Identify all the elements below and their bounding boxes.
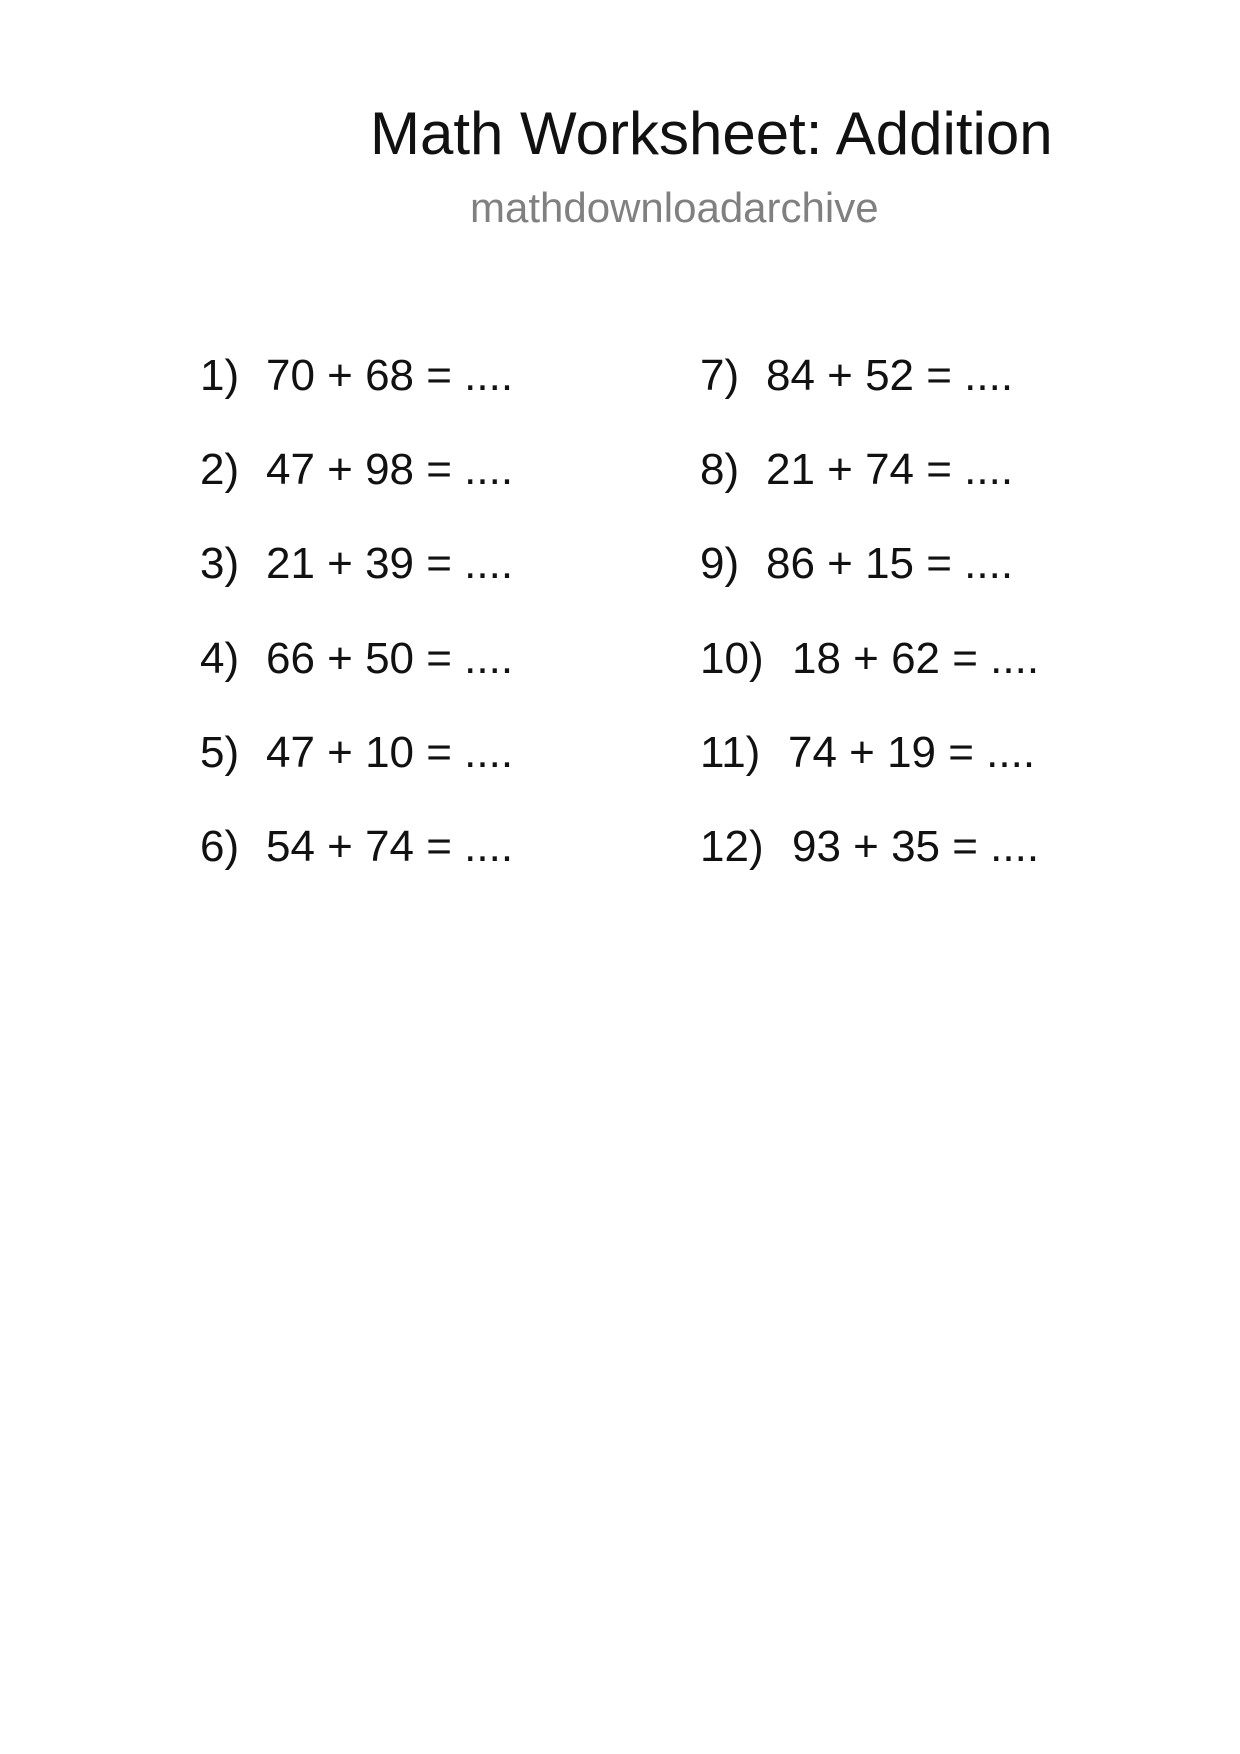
problem-11: [700, 727, 1035, 779]
problem-expression: 74 + 19 = ....: [788, 728, 1036, 777]
problem-12: [700, 821, 1039, 873]
problem-number: 1): [200, 351, 240, 400]
problem-number: 10): [700, 634, 764, 683]
problem-2: [200, 444, 513, 496]
problem-4: [200, 633, 513, 685]
problem-number: 5): [200, 728, 240, 777]
problem-6: [200, 821, 513, 873]
problem-number: 6): [200, 822, 240, 871]
problem-5: [200, 727, 513, 779]
problem-1: [200, 350, 513, 402]
problem-expression: 47 + 98 = ....: [266, 445, 514, 494]
problem-expression: 18 + 62 = ....: [792, 634, 1040, 683]
problem-expression: 93 + 35 = ....: [792, 822, 1040, 871]
problem-number: 7): [700, 351, 740, 400]
problem-number: 8): [700, 445, 740, 494]
worksheet-source: mathdownloadarchive: [470, 184, 879, 231]
problem-expression: 66 + 50 = ....: [266, 634, 514, 683]
problem-expression: 70 + 68 = ....: [266, 351, 514, 400]
problem-number: 9): [700, 539, 740, 588]
problem-number: 4): [200, 634, 240, 683]
problem-3: [200, 538, 513, 590]
problem-expression: 54 + 74 = ....: [266, 822, 514, 871]
problem-expression: 47 + 10 = ....: [266, 728, 514, 777]
worksheet-title: Math Worksheet: Addition: [370, 100, 1053, 167]
problem-expression: 21 + 74 = ....: [766, 445, 1014, 494]
problem-number: 2): [200, 445, 240, 494]
problem-10: [700, 633, 1039, 685]
problem-expression: 84 + 52 = ....: [766, 351, 1014, 400]
problem-number: 3): [200, 539, 240, 588]
problem-expression: 86 + 15 = ....: [766, 539, 1014, 588]
problem-8: [700, 444, 1013, 496]
problem-7: [700, 350, 1013, 402]
problem-expression: 21 + 39 = ....: [266, 539, 514, 588]
problem-number: 12): [700, 822, 764, 871]
problem-number: 11): [700, 728, 761, 777]
problem-9: [700, 538, 1013, 590]
